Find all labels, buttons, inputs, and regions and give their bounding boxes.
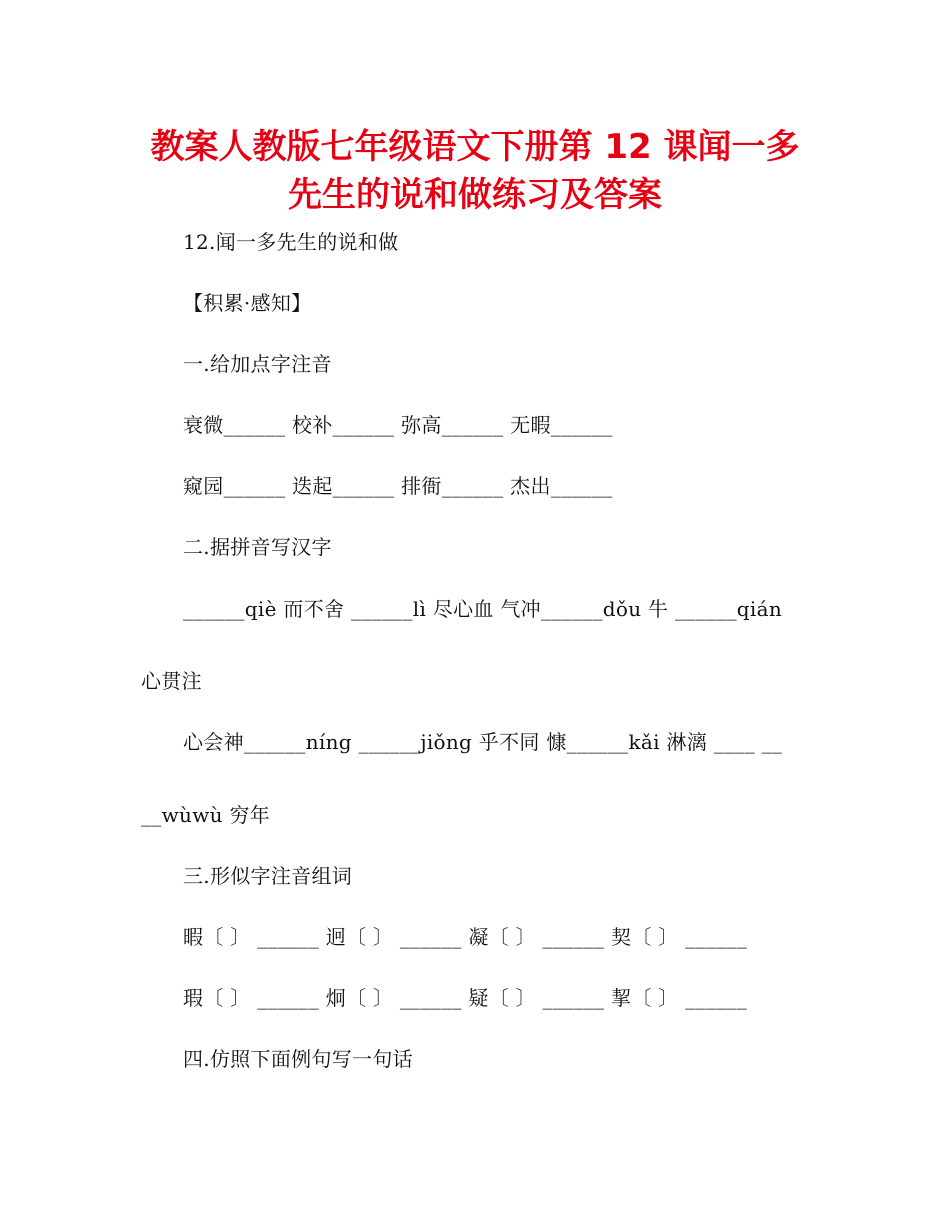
question-3-row-2: 瑕〔 〕 ______ 炯〔 〕 ______ 疑〔 〕 ______ 挈〔 〕 ______ [183,986,748,1010]
question-1-row-1: 衰微______ 校补______ 弥高______ 无暇______ [183,413,613,437]
question-2-row-1-cont: 心贯注 [141,669,202,693]
question-2-row-2: 心会神______níng ______jiǒng 乎不同 慷______kǎi 淋漓 ____ __ [183,730,783,754]
question-2-row-2-cont: __wùwù 穷年 [141,803,271,827]
question-3-heading: 三.形似字注音组词 [183,864,353,888]
question-2-heading: 二.据拼音写汉字 [183,535,332,559]
question-1-heading: 一.给加点字注音 [183,352,332,376]
question-1-row-2: 窥园______ 迭起______ 排衙______ 杰出______ [183,474,613,498]
question-3-row-1: 暇〔 〕 ______ 迥〔 〕 ______ 凝〔 〕 ______ 契〔 〕 ______ [183,925,748,949]
question-4-heading: 四.仿照下面例句写一句话 [183,1047,413,1071]
question-2-row-1: ______qiè 而不舍 ______lì 尽心血 气冲______dǒu 牛 ______qián [183,597,783,621]
lesson-heading: 12.闻一多先生的说和做 [183,230,399,254]
section-accumulation: 【积累·感知】 [183,291,312,315]
document-title-line-2: 先生的说和做练习及答案 [288,175,662,215]
document-title-line-1: 教案人教版七年级语文下册第 12 课闻一多 [150,127,800,167]
